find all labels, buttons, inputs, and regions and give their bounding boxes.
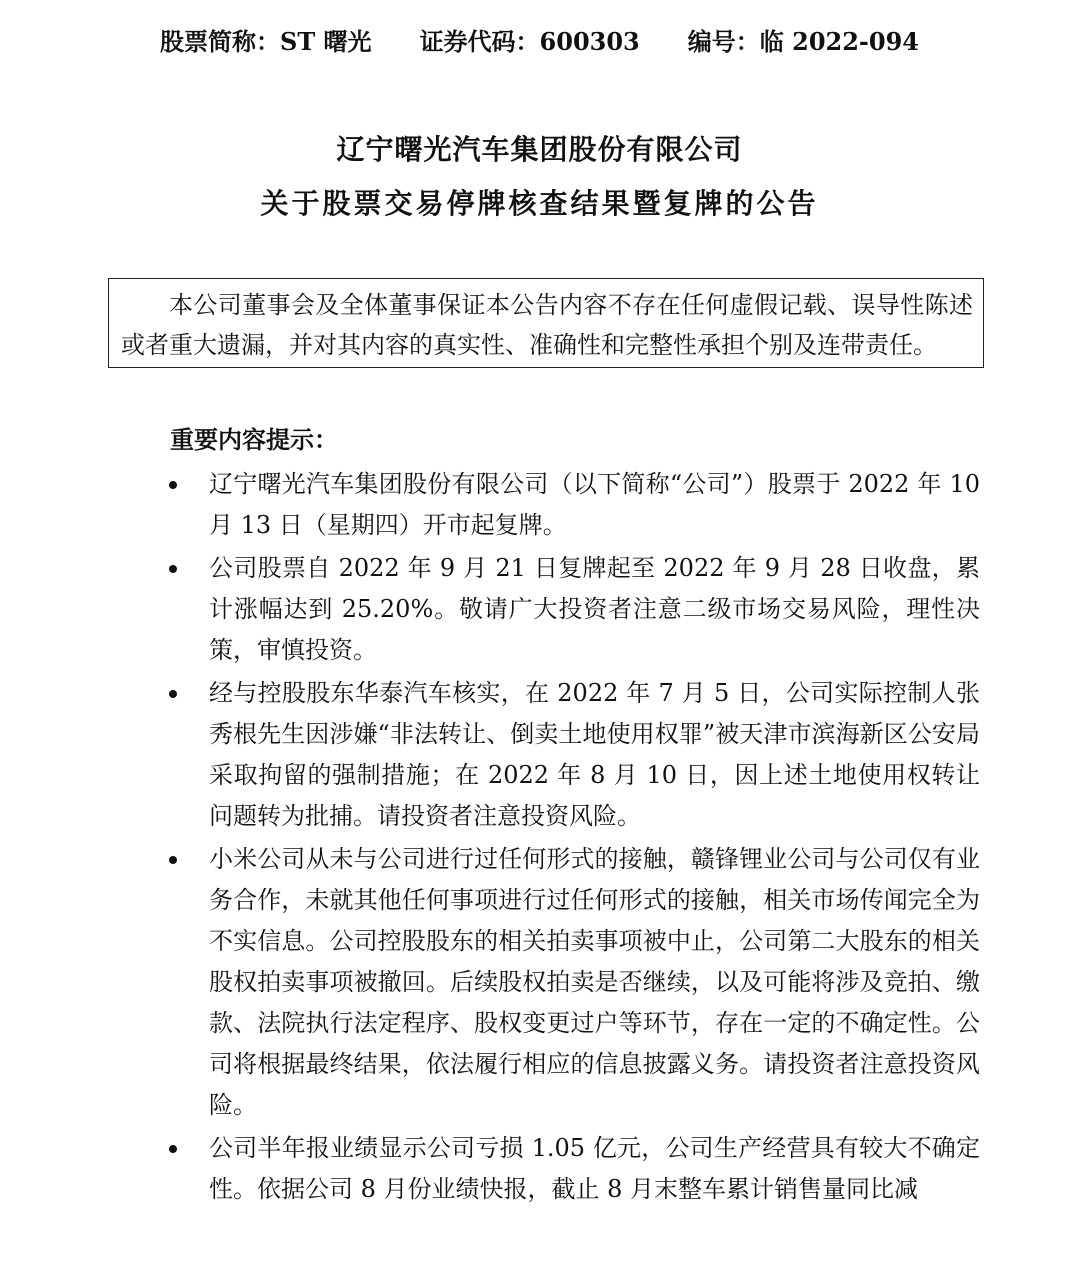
list-item bbox=[165, 673, 980, 837]
bullet-icon bbox=[169, 856, 177, 864]
list-item-text: 公司股票自 2022 年 9 月 21 日复牌起至 2022 年 9 月 28 日收盘，累计涨幅达到 25.20%。敬请广大投资者注意二级市场交易风险，理性决策，审慎投资。 bbox=[209, 554, 980, 664]
list-item-text: 经与控股股东华泰汽车核实，在 2022 年 7 月 5 日，公司实际控制人张秀根先生因涉嫌“非法转让、倒卖土地使用权罪”被天津市滨海新区公安局采取拘留的强制措施；在 2022 年 8 月 10 日，因上述土地使用权转让问题转为批捕。请投资者注意投资风险。 bbox=[209, 679, 980, 830]
list-item bbox=[165, 548, 980, 671]
list-item-text: 小米公司从未与公司进行过任何形式的接触，赣锋锂业公司与公司仅有业务合作，未就其他任何事项进行过任何形式的接触，相关市场传闻完全为不实信息。公司控股股东的相关拍卖事项被中止，公司第二大股东的相关股权拍卖事项被撤回。后续股权拍卖是否继续，以及可能将涉及竞拍、缴款、法院执行法定程序、股权变更过户等环节，存在一定的不确定性。公司将根据最终结果，依法履行相应的信息披露义务。请投资者注意投资风险。 bbox=[209, 845, 980, 1119]
announcement-title: 关于股票交易停牌核查结果暨复牌的公告 bbox=[260, 187, 819, 220]
important-list bbox=[165, 464, 980, 1212]
stock-short-name: 股票简称：ST 曙光 bbox=[160, 27, 372, 56]
list-item-text: 辽宁曙光汽车集团股份有限公司（以下简称“公司”）股票于 2022 年 10 月 13 日（星期四）开市起复牌。 bbox=[209, 470, 980, 539]
important-heading: 重要内容提示： bbox=[170, 425, 338, 454]
list-item-text: 公司半年报业绩显示公司亏损 1.05 亿元，公司生产经营具有较大不确定性。依据公司 8 月份业绩快报，截止 8 月末整车累计销售量同比减 bbox=[209, 1134, 980, 1203]
list-item bbox=[165, 1128, 980, 1210]
bullet-icon bbox=[169, 1145, 177, 1153]
bullet-icon bbox=[169, 481, 177, 489]
announcement-number: 编号：临 2022-094 bbox=[687, 27, 919, 56]
stock-code: 证券代码：600303 bbox=[419, 27, 640, 56]
list-item bbox=[165, 839, 980, 1126]
list-item bbox=[165, 464, 980, 546]
bullet-icon bbox=[169, 565, 177, 573]
company-title: 辽宁曙光汽车集团股份有限公司 bbox=[336, 133, 743, 166]
disclaimer-box bbox=[108, 278, 984, 368]
disclaimer-text: 本公司董事会及全体董事保证本公告内容不存在任何虚假记载、误导性陈述或者重大遗漏，并对其内容的真实性、准确性和完整性承担个别及连带责任。 bbox=[121, 291, 973, 359]
document-header bbox=[0, 22, 1079, 62]
bullet-icon bbox=[169, 690, 177, 698]
